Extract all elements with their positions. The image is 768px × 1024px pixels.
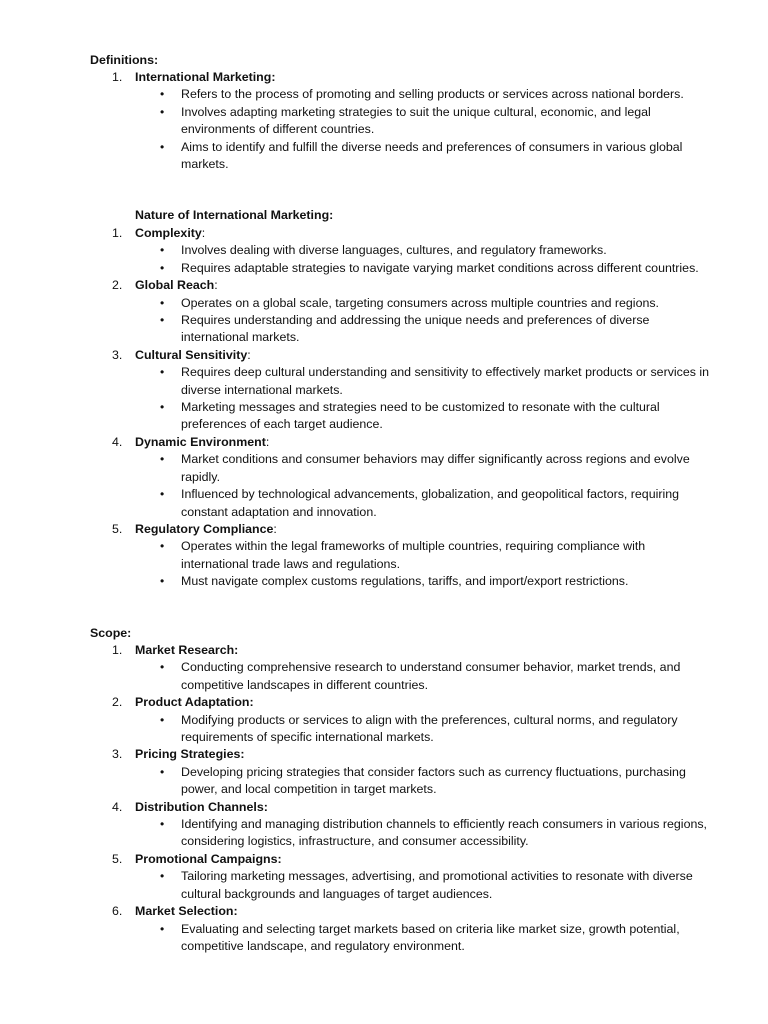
item-title: Cultural Sensitivity [135,347,248,362]
item-title-suffix: : [265,434,270,449]
bullet-text: Developing pricing strategies that consider factors such as currency fluctuations, purchasing power, and local competition in target markets. [181,764,686,797]
bullet-icon: • [160,539,165,554]
item-number: 5. [112,521,123,536]
item-number: 6. [112,904,123,919]
nature-heading: Nature of International Marketing: [135,208,334,222]
bullet-point [90,295,710,312]
list-item [90,434,710,521]
item-number: 3. [112,747,123,762]
bullet-text: Marketing messages and strategies need to be customized to resonate with the cultural preferences of each target audience. [181,400,660,432]
bullet-text: Involves adapting marketing strategies to suit the unique cultural, economic, and legal environments of different countries. [181,104,651,137]
bullet-text: Operates within the legal frameworks of multiple countries, requiring compliance with international trade laws and regulations. [181,539,646,571]
item-number: 4. [112,799,123,814]
list-item [90,694,710,746]
nature-list [90,225,710,591]
item-heading [90,225,710,242]
bullet-point [90,659,710,694]
item-title: Distribution Channels: [135,799,268,814]
bullet-point [90,364,710,399]
item-title: International Marketing: [135,70,276,84]
bullet-text: Tailoring marketing messages, advertising, and promotional activities to resonate with diverse cultural backgrounds and languages of target audiences. [181,869,693,901]
bullet-text: Involves dealing with diverse languages, cultures, and regulatory frameworks. [181,243,607,258]
bullet-text: Evaluating and selecting target markets based on criteria like market size, growth potential, competitive landscape, and regulatory environment. [181,921,680,953]
item-number: 2. [112,278,123,293]
item-heading [90,746,710,763]
item-number: 1. [112,70,123,84]
item-title: Dynamic Environment [135,434,266,449]
list-item [90,521,710,591]
item-heading [90,799,710,816]
item-number: 5. [112,851,123,866]
list-item [90,69,710,173]
bullet-point [90,816,710,851]
item-heading [90,851,710,868]
bullet-text: Operates on a global scale, targeting consumers across multiple countries and regions. [181,295,659,310]
scope-heading: Scope: [90,626,132,640]
bullet-text: Requires deep cultural understanding and sensitivity to effectively market products or services in diverse international markets. [181,365,710,397]
item-heading [90,903,710,920]
bullet-icon: • [160,487,165,502]
list-item [90,903,710,955]
list-item [90,347,710,434]
list-item [90,746,710,798]
item-number: 1. [112,226,123,240]
item-title: Regulatory Compliance [135,521,274,536]
bullet-point [90,921,710,956]
bullet-icon: • [160,764,165,779]
bullet-icon: • [160,295,165,310]
bullet-text: Identifying and managing distribution channels to efficiently reach consumers in various regions, considering logistics, infrastructure, and consumer accessibility. [181,817,707,849]
bullet-point [90,86,710,103]
item-title: Market Selection: [135,904,238,919]
bullet-text: Must navigate complex customs regulations, tariffs, and import/export restrictions. [181,574,629,589]
item-title: Market Research: [135,643,239,657]
item-heading [90,434,710,451]
bullet-point [90,139,710,174]
bullet-point [90,573,710,590]
bullet-point [90,312,710,347]
bullet-point [90,399,710,434]
bullet-icon: • [160,452,165,467]
item-heading [90,642,710,659]
bullet-icon: • [160,87,165,102]
bullet-icon: • [160,104,165,119]
definitions-list [90,69,710,173]
bullet-point [90,260,710,277]
item-title-suffix: : [214,278,218,293]
bullet-point [90,242,710,259]
item-title-suffix: : [247,347,251,362]
bullet-point [90,764,710,799]
bullet-icon: • [160,869,165,884]
item-title: Product Adaptation: [135,695,254,710]
bullet-icon: • [160,313,165,328]
item-title: Promotional Campaigns: [135,851,282,866]
list-item [90,642,710,694]
bullet-point [90,486,710,521]
bullet-icon: • [160,712,165,727]
bullet-text: Influenced by technological advancements, globalization, and geopolitical factors, requiring constant adaptation and innovation. [181,487,680,519]
bullet-point [90,712,710,747]
item-title: Global Reach [135,278,215,293]
item-number: 2. [112,695,123,710]
bullet-point [90,868,710,903]
list-item [90,799,710,851]
bullet-icon: • [160,660,165,675]
bullet-point [90,104,710,139]
list-item [90,277,710,347]
bullet-icon: • [160,817,165,832]
bullet-text: Conducting comprehensive research to understand consumer behavior, market trends, and competitive landscapes in different countries. [181,660,681,692]
bullet-point [90,538,710,573]
bullet-text: Refers to the process of promoting and selling products or services across national borders. [181,87,684,102]
bullet-icon: • [160,574,165,589]
bullet-text: Market conditions and consumer behaviors may differ significantly across regions and evolve rapidly. [181,452,690,484]
bullet-text: Modifying products or services to align with the preferences, cultural norms, and regulatory requirements of specific international markets. [181,712,678,745]
item-number: 1. [112,643,123,657]
bullet-icon: • [160,365,165,380]
item-title: Complexity [135,226,202,240]
bullet-icon: • [160,139,165,154]
bullet-text: Requires adaptable strategies to navigate varying market conditions across different countries. [181,260,699,275]
item-number: 4. [112,434,123,449]
item-number: 3. [112,347,123,362]
scope-list [90,642,710,955]
bullet-icon: • [160,243,165,258]
item-heading [90,69,710,86]
item-heading [90,694,710,711]
bullet-text: Aims to identify and fulfill the diverse needs and preferences of consumers in various global markets. [181,139,683,172]
bullet-point [90,451,710,486]
list-item [90,851,710,903]
item-title: Pricing Strategies: [135,747,245,762]
item-title-suffix: : [201,226,206,240]
item-heading [90,277,710,294]
definitions-heading: Definitions: [90,53,159,67]
list-item [90,225,710,277]
item-heading [90,347,710,364]
bullet-text: Requires understanding and addressing the unique needs and preferences of diverse international markets. [181,313,650,345]
bullet-icon: • [160,260,165,275]
bullet-icon: • [160,921,165,936]
item-heading [90,521,710,538]
bullet-icon: • [160,400,165,415]
item-title-suffix: : [273,521,277,536]
